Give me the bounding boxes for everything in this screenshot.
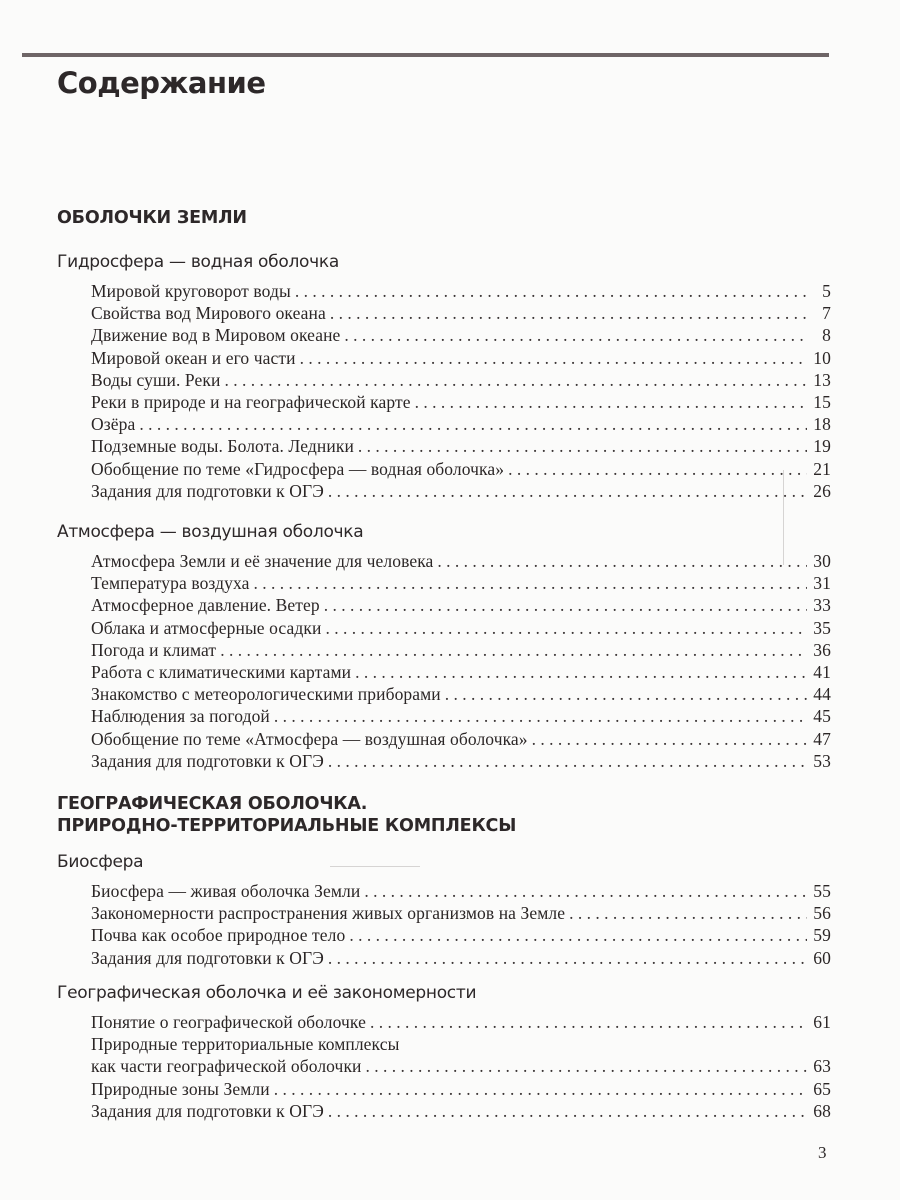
dot-leader <box>508 459 807 480</box>
dot-leader <box>344 325 807 346</box>
toc-entry[interactable] <box>91 1101 831 1123</box>
entry-label: Атмосфера Земли и её значение для человека <box>91 551 434 571</box>
toc-entry[interactable] <box>91 551 831 573</box>
entry-label: Задания для подготовки к ОГЭ <box>91 750 324 771</box>
entry-page: 36 <box>813 639 831 660</box>
dot-leader <box>328 948 807 969</box>
dot-leader <box>569 903 807 924</box>
entry-page: 19 <box>813 436 831 457</box>
entry-label: Атмосферное давление. Ветер <box>91 595 320 616</box>
toc-entry[interactable] <box>91 1012 831 1034</box>
entry-label: Движение вод в Мировом океане <box>91 325 341 346</box>
dot-leader <box>224 370 807 391</box>
toc-entry[interactable] <box>91 903 831 925</box>
toc-entry[interactable] <box>91 684 831 706</box>
entry-label: Мировой круговорот воды <box>91 281 291 301</box>
dot-leader <box>274 1079 807 1100</box>
page-number: 3 <box>818 1143 827 1162</box>
toc-entry[interactable] <box>91 595 831 617</box>
dot-leader <box>437 551 807 572</box>
toc-entry[interactable] <box>91 281 831 303</box>
toc-entry[interactable] <box>91 618 831 640</box>
dot-leader <box>328 481 807 502</box>
toc-entry[interactable] <box>91 348 831 370</box>
scan-artifact <box>330 866 420 867</box>
entry-label: Озёра <box>91 414 136 435</box>
dot-leader <box>445 684 807 705</box>
entry-page: 35 <box>813 617 831 638</box>
section-title-biosphere: Биосфера <box>57 852 144 872</box>
dot-leader <box>370 1012 807 1033</box>
entry-label: Облака и атмосферные осадки <box>91 617 322 638</box>
entry-label: Понятие о географической оболочке <box>91 1012 366 1032</box>
entry-label: Задания для подготовки к ОГЭ <box>91 480 324 501</box>
entry-page: 26 <box>813 480 831 501</box>
entry-label: Природные зоны Земли <box>91 1078 270 1099</box>
toc-entry[interactable] <box>91 392 831 414</box>
entry-page: 65 <box>813 1078 831 1099</box>
entry-page: 5 <box>822 281 831 301</box>
entry-page: 47 <box>813 728 831 749</box>
entry-page: 55 <box>813 881 831 901</box>
part-title-geographic-envelope <box>57 793 516 837</box>
entry-page: 7 <box>822 303 831 324</box>
entry-page: 15 <box>813 391 831 412</box>
dot-leader <box>330 303 807 324</box>
dot-leader <box>366 1056 807 1077</box>
dot-leader <box>364 881 807 902</box>
entry-label: Природные территориальные комплексы <box>91 1034 400 1055</box>
dot-leader <box>532 729 807 750</box>
toc-entry[interactable] <box>91 925 831 947</box>
top-rule <box>22 53 829 57</box>
dot-leader <box>358 436 807 457</box>
entry-label: Закономерности распространения живых организмов на Земле <box>91 903 566 924</box>
entry-page: 44 <box>813 684 831 705</box>
entry-label: Реки в природе и на географической карте <box>91 391 411 412</box>
dot-leader <box>300 348 807 369</box>
entry-label: Мировой океан и его части <box>91 347 296 368</box>
toc-entry[interactable] <box>91 751 831 773</box>
toc-entry[interactable] <box>91 881 831 903</box>
entry-page: 33 <box>813 595 831 616</box>
dot-leader <box>325 618 807 639</box>
entry-label: Свойства вод Мирового океана <box>91 303 326 324</box>
toc-entry[interactable] <box>91 303 831 325</box>
dot-leader <box>274 706 807 727</box>
entry-page: 18 <box>813 414 831 435</box>
toc-entry[interactable] <box>91 459 831 481</box>
toc-entry[interactable] <box>91 729 831 751</box>
toc-entry[interactable] <box>91 414 831 436</box>
toc-entry-multiline[interactable] <box>91 1034 831 1078</box>
toc-entry[interactable] <box>91 573 831 595</box>
dot-leader <box>415 392 807 413</box>
toc-list-hydrosphere <box>91 281 831 503</box>
entry-page: 10 <box>813 347 831 368</box>
dot-leader <box>220 640 807 661</box>
entry-label: Наблюдения за погодой <box>91 706 270 727</box>
entry-label: Биосфера — живая оболочка Земли <box>91 881 361 901</box>
part-title-line: ГЕОГРАФИЧЕСКАЯ ОБОЛОЧКА. <box>57 794 368 814</box>
entry-page: 30 <box>813 551 831 571</box>
page-title: Содержание <box>57 66 266 100</box>
toc-entry[interactable] <box>91 706 831 728</box>
dot-leader <box>349 925 807 946</box>
toc-list-biosphere <box>91 881 831 970</box>
entry-page: 59 <box>813 925 831 946</box>
entry-label: Воды суши. Реки <box>91 369 221 390</box>
part-title-shells <box>57 207 247 229</box>
dot-leader <box>139 414 807 435</box>
toc-entry[interactable] <box>91 948 831 970</box>
toc-entry[interactable] <box>91 662 831 684</box>
entry-page: 45 <box>813 706 831 727</box>
dot-leader <box>295 281 807 302</box>
entry-label: Знакомство с метеорологическими приборами <box>91 684 441 705</box>
dot-leader <box>355 662 807 683</box>
dot-leader <box>324 595 807 616</box>
entry-page: 41 <box>813 661 831 682</box>
dot-leader <box>253 573 807 594</box>
toc-entry[interactable] <box>91 370 831 392</box>
entry-page: 63 <box>813 1056 831 1077</box>
toc-entry[interactable] <box>91 436 831 458</box>
entry-label: Обобщение по теме «Гидросфера — водная оболочка» <box>91 458 505 479</box>
entry-page: 53 <box>813 750 831 771</box>
toc-list-atmosphere <box>91 551 831 773</box>
entry-page: 61 <box>813 1012 831 1032</box>
entry-label: Температура воздуха <box>91 573 250 594</box>
entry-page: 13 <box>813 369 831 390</box>
entry-label: Задания для подготовки к ОГЭ <box>91 947 324 968</box>
part-title-line: ПРИРОДНО-ТЕРРИТОРИАЛЬНЫЕ КОМПЛЕКСЫ <box>57 816 517 836</box>
dot-leader <box>328 751 807 772</box>
toc-entry[interactable] <box>91 1079 831 1101</box>
toc-entry[interactable] <box>91 640 831 662</box>
toc-entry[interactable] <box>91 325 831 347</box>
entry-label-continued: как части географической оболочки <box>91 1056 362 1077</box>
dot-leader <box>328 1101 807 1122</box>
entry-page: 31 <box>813 573 831 594</box>
entry-page: 21 <box>813 458 831 479</box>
part-title-line: ОБОЛОЧКИ ЗЕМЛИ <box>57 208 247 228</box>
entry-label: Задания для подготовки к ОГЭ <box>91 1100 324 1121</box>
toc-entry[interactable] <box>91 481 831 503</box>
entry-page: 60 <box>813 947 831 968</box>
section-title-hydrosphere: Гидросфера — водная оболочка <box>57 252 339 272</box>
entry-label: Работа с климатическими картами <box>91 661 352 682</box>
section-title-geographic-envelope-patterns: Географическая оболочка и её закономерности <box>57 983 477 1003</box>
entry-label: Подземные воды. Болота. Ледники <box>91 436 354 457</box>
entry-page: 8 <box>822 325 831 346</box>
entry-label: Погода и климат <box>91 639 217 660</box>
entry-label: Почва как особое природное тело <box>91 925 346 946</box>
entry-page: 68 <box>813 1100 831 1121</box>
entry-page: 56 <box>813 903 831 924</box>
toc-list-geographic-envelope <box>91 1012 831 1123</box>
entry-label: Обобщение по теме «Атмосфера — воздушная оболочка» <box>91 728 528 749</box>
section-title-atmosphere: Атмосфера — воздушная оболочка <box>57 522 364 542</box>
